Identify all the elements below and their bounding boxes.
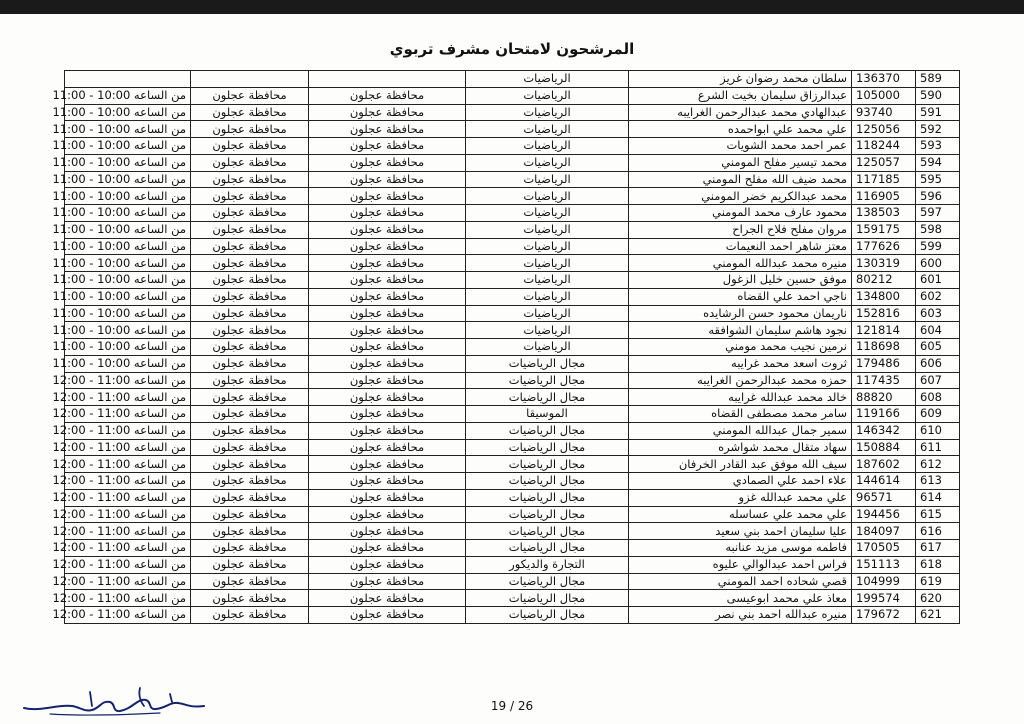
row-number: 619 (916, 573, 960, 590)
row-number: 603 (916, 305, 960, 322)
exam-time-cell: من الساعه 10:00 - 11:00 (65, 288, 191, 305)
candidate-id: 134800 (852, 288, 916, 305)
candidate-id: 194456 (852, 506, 916, 523)
candidate-name: مروان مفلح فلاح الجراح (629, 221, 852, 238)
row-number: 601 (916, 272, 960, 289)
candidate-name: عبدالهادي محمد عبدالرحمن الغرايبه (629, 104, 852, 121)
table-row (65, 255, 960, 272)
exam-time-cell: من الساعه 10:00 - 11:00 (65, 322, 191, 339)
exam-time-cell: من الساعه 11:00 - 12:00 (65, 573, 191, 590)
candidate-name: معاذ علي محمد ابوعيسى (629, 590, 852, 607)
row-number: 610 (916, 422, 960, 439)
candidate-name: حمزه محمد عبدالرحمن الغرايبه (629, 372, 852, 389)
subject-cell: مجال الرياضيات (466, 540, 629, 557)
subject-cell: مجال الرياضيات (466, 389, 629, 406)
exam-time-cell: من الساعه 11:00 - 12:00 (65, 489, 191, 506)
candidate-name: معتز شاهر احمد النعيمات (629, 238, 852, 255)
governorate-cell (191, 71, 309, 88)
subject-cell: مجال الرياضيات (466, 456, 629, 473)
candidate-name: علاء احمد علي الصمادي (629, 473, 852, 490)
subject-cell: مجال الرياضيات (466, 355, 629, 372)
table-row (65, 238, 960, 255)
exam-center-cell: محافظة عجلون (309, 121, 466, 138)
table-row (65, 322, 960, 339)
candidate-name: سيف الله موفق عبد القادر الخرفان (629, 456, 852, 473)
exam-time-cell: من الساعه 10:00 - 11:00 (65, 355, 191, 372)
row-number: 591 (916, 104, 960, 121)
candidate-id: 117435 (852, 372, 916, 389)
row-number: 605 (916, 339, 960, 356)
exam-center-cell: محافظة عجلون (309, 489, 466, 506)
exam-time-cell: من الساعه 10:00 - 11:00 (65, 205, 191, 222)
row-number: 611 (916, 439, 960, 456)
candidate-name: ناجي احمد علي القضاه (629, 288, 852, 305)
governorate-cell: محافظة عجلون (191, 138, 309, 155)
row-number: 597 (916, 205, 960, 222)
candidate-id: 150884 (852, 439, 916, 456)
table-row (65, 154, 960, 171)
candidate-name: فراس احمد عبدالوالي عليوه (629, 556, 852, 573)
governorate-cell: محافظة عجلون (191, 188, 309, 205)
subject-cell: التجارة والديكور (466, 556, 629, 573)
governorate-cell: محافظة عجلون (191, 489, 309, 506)
governorate-cell: محافظة عجلون (191, 506, 309, 523)
candidate-name: عليا سليمان احمد بني سعيد (629, 523, 852, 540)
subject-cell: مجال الرياضيات (466, 422, 629, 439)
exam-center-cell: محافظة عجلون (309, 138, 466, 155)
table-row (65, 138, 960, 155)
table-row (65, 439, 960, 456)
exam-time-cell: من الساعه 10:00 - 11:00 (65, 104, 191, 121)
exam-time-cell: من الساعه 11:00 - 12:00 (65, 473, 191, 490)
candidates-table-body (52, 71, 960, 624)
governorate-cell: محافظة عجلون (191, 523, 309, 540)
exam-center-cell: محافظة عجلون (309, 104, 466, 121)
subject-cell: الرياضيات (466, 87, 629, 104)
candidate-id: 125057 (852, 154, 916, 171)
subject-cell: الرياضيات (466, 322, 629, 339)
governorate-cell: محافظة عجلون (191, 540, 309, 557)
exam-time-cell: من الساعه 11:00 - 12:00 (65, 406, 191, 423)
table-row (65, 506, 960, 523)
candidate-id: 170505 (852, 540, 916, 557)
governorate-cell: محافظة عجلون (191, 221, 309, 238)
exam-center-cell: محافظة عجلون (309, 154, 466, 171)
exam-time-cell: من الساعه 10:00 - 11:00 (65, 238, 191, 255)
row-number: 607 (916, 372, 960, 389)
candidate-name: علي محمد علي عساسله (629, 506, 852, 523)
exam-time-cell: من الساعه 11:00 - 12:00 (65, 506, 191, 523)
table-row (65, 389, 960, 406)
table-row (65, 523, 960, 540)
table-row (65, 87, 960, 104)
governorate-cell: محافظة عجلون (191, 590, 309, 607)
candidate-id: 179486 (852, 355, 916, 372)
exam-center-cell: محافظة عجلون (309, 573, 466, 590)
candidate-name: سلطان محمد رضوان غريز (629, 71, 852, 88)
subject-cell: مجال الرياضيات (466, 590, 629, 607)
governorate-cell: محافظة عجلون (191, 238, 309, 255)
exam-center-cell: محافظة عجلون (309, 607, 466, 624)
governorate-cell: محافظة عجلون (191, 556, 309, 573)
governorate-cell: محافظة عجلون (191, 104, 309, 121)
subject-cell: الرياضيات (466, 104, 629, 121)
row-number: 615 (916, 506, 960, 523)
candidate-name: علي محمد علي ابواحمده (629, 121, 852, 138)
row-number: 614 (916, 489, 960, 506)
exam-center-cell: محافظة عجلون (309, 556, 466, 573)
exam-center-cell: محافظة عجلون (309, 523, 466, 540)
scan-top-edge (0, 0, 1024, 14)
governorate-cell: محافظة عجلون (191, 473, 309, 490)
exam-time-cell: من الساعه 11:00 - 12:00 (65, 422, 191, 439)
subject-cell: الرياضيات (466, 272, 629, 289)
exam-center-cell (309, 71, 466, 88)
exam-center-cell: محافظة عجلون (309, 372, 466, 389)
candidate-name: سهاد متقال محمد شواشره (629, 439, 852, 456)
governorate-cell: محافظة عجلون (191, 406, 309, 423)
row-number: 616 (916, 523, 960, 540)
exam-time-cell: من الساعه 10:00 - 11:00 (65, 255, 191, 272)
subject-cell: الرياضيات (466, 188, 629, 205)
governorate-cell: محافظة عجلون (191, 272, 309, 289)
exam-center-cell: محافظة عجلون (309, 255, 466, 272)
table-row (65, 489, 960, 506)
table-row (65, 607, 960, 624)
candidate-name: علي محمد عبدالله غزو (629, 489, 852, 506)
subject-cell: الرياضيات (466, 339, 629, 356)
row-number: 620 (916, 590, 960, 607)
row-number: 590 (916, 87, 960, 104)
subject-cell: الرياضيات (466, 71, 629, 88)
candidate-name: محمد ضيف الله مفلح المومني (629, 171, 852, 188)
table-row (65, 473, 960, 490)
table-row (65, 456, 960, 473)
candidate-id: 118244 (852, 138, 916, 155)
candidate-id: 117185 (852, 171, 916, 188)
candidate-name: ناريمان محمود حسن الرشايده (629, 305, 852, 322)
exam-center-cell: محافظة عجلون (309, 288, 466, 305)
candidate-id: 184097 (852, 523, 916, 540)
candidate-name: عمر احمد محمد الشويات (629, 138, 852, 155)
exam-center-cell: محافظة عجلون (309, 188, 466, 205)
row-number: 596 (916, 188, 960, 205)
subject-cell: الرياضيات (466, 171, 629, 188)
exam-time-cell: من الساعه 10:00 - 11:00 (65, 272, 191, 289)
candidate-name: نجود هاشم سليمان الشوافقه (629, 322, 852, 339)
subject-cell: الرياضيات (466, 238, 629, 255)
row-number: 600 (916, 255, 960, 272)
governorate-cell: محافظة عجلون (191, 573, 309, 590)
table-row (65, 71, 960, 88)
table-row (65, 339, 960, 356)
governorate-cell: محافظة عجلون (191, 305, 309, 322)
row-number: 594 (916, 154, 960, 171)
row-number: 589 (916, 71, 960, 88)
candidate-name: سمير جمال عبدالله المومني (629, 422, 852, 439)
exam-center-cell: محافظة عجلون (309, 439, 466, 456)
candidate-name: محمد تيسير مفلح المومني (629, 154, 852, 171)
governorate-cell: محافظة عجلون (191, 154, 309, 171)
governorate-cell: محافظة عجلون (191, 439, 309, 456)
row-number: 593 (916, 138, 960, 155)
candidate-id: 138503 (852, 205, 916, 222)
exam-time-cell: من الساعه 10:00 - 11:00 (65, 171, 191, 188)
exam-time-cell: من الساعه 11:00 - 12:00 (65, 523, 191, 540)
exam-center-cell: محافظة عجلون (309, 221, 466, 238)
candidate-id: 96571 (852, 489, 916, 506)
candidate-name: قصي شحاده احمد المومني (629, 573, 852, 590)
subject-cell: مجال الرياضيات (466, 372, 629, 389)
row-number: 599 (916, 238, 960, 255)
candidate-id: 121814 (852, 322, 916, 339)
exam-center-cell: محافظة عجلون (309, 590, 466, 607)
exam-center-cell: محافظة عجلون (309, 355, 466, 372)
governorate-cell: محافظة عجلون (191, 339, 309, 356)
table-row (65, 540, 960, 557)
table-row (65, 305, 960, 322)
row-number: 618 (916, 556, 960, 573)
subject-cell: مجال الرياضيات (466, 607, 629, 624)
table-row (65, 422, 960, 439)
candidate-id: 199574 (852, 590, 916, 607)
exam-center-cell: محافظة عجلون (309, 305, 466, 322)
governorate-cell: محافظة عجلون (191, 422, 309, 439)
candidate-id: 125056 (852, 121, 916, 138)
row-number: 606 (916, 355, 960, 372)
candidate-id: 130319 (852, 255, 916, 272)
exam-center-cell: محافظة عجلون (309, 238, 466, 255)
row-number: 612 (916, 456, 960, 473)
exam-time-cell: من الساعه 11:00 - 12:00 (65, 389, 191, 406)
exam-time-cell: من الساعه 10:00 - 11:00 (65, 121, 191, 138)
exam-time-cell: من الساعه 10:00 - 11:00 (65, 305, 191, 322)
candidates-table (52, 70, 960, 624)
exam-time-cell: من الساعه 11:00 - 12:00 (65, 607, 191, 624)
governorate-cell: محافظة عجلون (191, 607, 309, 624)
candidate-name: منيره عبدالله احمد بني نصر (629, 607, 852, 624)
candidate-name: ثروت اسعد محمد غرايبه (629, 355, 852, 372)
governorate-cell: محافظة عجلون (191, 322, 309, 339)
subject-cell: مجال الرياضيات (466, 523, 629, 540)
candidate-id: 187602 (852, 456, 916, 473)
candidate-name: موفق حسين خليل الزغول (629, 272, 852, 289)
row-number: 608 (916, 389, 960, 406)
subject-cell: الرياضيات (466, 121, 629, 138)
table-row (65, 590, 960, 607)
candidate-id: 104999 (852, 573, 916, 590)
governorate-cell: محافظة عجلون (191, 456, 309, 473)
table-row (65, 288, 960, 305)
candidate-id: 146342 (852, 422, 916, 439)
exam-center-cell: محافظة عجلون (309, 389, 466, 406)
governorate-cell: محافظة عجلون (191, 288, 309, 305)
candidate-id: 116905 (852, 188, 916, 205)
subject-cell: الرياضيات (466, 288, 629, 305)
row-number: 602 (916, 288, 960, 305)
table-row (65, 556, 960, 573)
subject-cell: الرياضيات (466, 154, 629, 171)
table-row (65, 205, 960, 222)
exam-time-cell: من الساعه 11:00 - 12:00 (65, 372, 191, 389)
candidate-name: محمد عبدالكريم خضر المومني (629, 188, 852, 205)
subject-cell: الرياضيات (466, 205, 629, 222)
governorate-cell: محافظة عجلون (191, 355, 309, 372)
exam-center-cell: محافظة عجلون (309, 422, 466, 439)
table-row (65, 121, 960, 138)
exam-center-cell: محافظة عجلون (309, 456, 466, 473)
row-number: 621 (916, 607, 960, 624)
table-row (65, 272, 960, 289)
page-title: المرشحون لامتحان مشرف تربوي (389, 40, 635, 58)
exam-center-cell: محافظة عجلون (309, 205, 466, 222)
candidate-name: عبدالرزاق سليمان بخيت الشرع (629, 87, 852, 104)
candidate-id: 119166 (852, 406, 916, 423)
row-number: 592 (916, 121, 960, 138)
exam-time-cell: من الساعه 11:00 - 12:00 (65, 540, 191, 557)
subject-cell: الرياضيات (466, 138, 629, 155)
exam-time-cell: من الساعه 10:00 - 11:00 (65, 87, 191, 104)
exam-time-cell: من الساعه 10:00 - 11:00 (65, 138, 191, 155)
exam-center-cell: محافظة عجلون (309, 171, 466, 188)
table-row (65, 406, 960, 423)
candidate-id: 159175 (852, 221, 916, 238)
row-number: 617 (916, 540, 960, 557)
candidate-id: 144614 (852, 473, 916, 490)
row-number: 598 (916, 221, 960, 238)
table-row (65, 372, 960, 389)
exam-center-cell: محافظة عجلون (309, 506, 466, 523)
candidate-name: نرمين نجيب محمد مومني (629, 339, 852, 356)
candidate-id: 152816 (852, 305, 916, 322)
governorate-cell: محافظة عجلون (191, 372, 309, 389)
candidate-name: منيره محمد عبدالله المومني (629, 255, 852, 272)
governorate-cell: محافظة عجلون (191, 255, 309, 272)
row-number: 609 (916, 406, 960, 423)
candidate-id: 93740 (852, 104, 916, 121)
exam-center-cell: محافظة عجلون (309, 272, 466, 289)
row-number: 613 (916, 473, 960, 490)
table-row (65, 355, 960, 372)
exam-time-cell: من الساعه 10:00 - 11:00 (65, 188, 191, 205)
candidate-id: 88820 (852, 389, 916, 406)
exam-center-cell: محافظة عجلون (309, 540, 466, 557)
exam-center-cell: محافظة عجلون (309, 473, 466, 490)
subject-cell: الموسيقا (466, 406, 629, 423)
exam-center-cell: محافظة عجلون (309, 339, 466, 356)
subject-cell: الرياضيات (466, 305, 629, 322)
candidate-id: 136370 (852, 71, 916, 88)
candidate-id: 105000 (852, 87, 916, 104)
exam-center-cell: محافظة عجلون (309, 322, 466, 339)
row-number: 595 (916, 171, 960, 188)
governorate-cell: محافظة عجلون (191, 171, 309, 188)
governorate-cell: محافظة عجلون (191, 87, 309, 104)
governorate-cell: محافظة عجلون (191, 205, 309, 222)
candidate-name: خالد محمد عبدالله غرايبه (629, 389, 852, 406)
subject-cell: مجال الرياضيات (466, 473, 629, 490)
exam-center-cell: محافظة عجلون (309, 87, 466, 104)
candidate-name: فاطمه موسى مزيد عنانبه (629, 540, 852, 557)
subject-cell: مجال الرياضيات (466, 573, 629, 590)
candidate-id: 177626 (852, 238, 916, 255)
candidate-name: سامر محمد مصطفى القضاه (629, 406, 852, 423)
exam-time-cell: من الساعه 10:00 - 11:00 (65, 154, 191, 171)
candidate-id: 179672 (852, 607, 916, 624)
candidate-name: محمود عارف محمد المومني (629, 205, 852, 222)
table-row (65, 188, 960, 205)
row-number: 604 (916, 322, 960, 339)
exam-center-cell: محافظة عجلون (309, 406, 466, 423)
subject-cell: مجال الرياضيات (466, 439, 629, 456)
exam-time-cell: من الساعه 11:00 - 12:00 (65, 590, 191, 607)
candidate-id: 80212 (852, 272, 916, 289)
candidate-id: 151113 (852, 556, 916, 573)
subject-cell: مجال الرياضيات (466, 489, 629, 506)
exam-time-cell: من الساعه 10:00 - 11:00 (65, 339, 191, 356)
candidate-id: 118698 (852, 339, 916, 356)
table-row (65, 171, 960, 188)
subject-cell: الرياضيات (466, 255, 629, 272)
subject-cell: مجال الرياضيات (466, 506, 629, 523)
table-row (65, 573, 960, 590)
page-number: 19 / 26 (490, 699, 534, 713)
table-row (65, 104, 960, 121)
exam-time-cell: من الساعه 11:00 - 12:00 (65, 439, 191, 456)
table-row (65, 221, 960, 238)
governorate-cell: محافظة عجلون (191, 121, 309, 138)
governorate-cell: محافظة عجلون (191, 389, 309, 406)
exam-time-cell: من الساعه 11:00 - 12:00 (65, 456, 191, 473)
exam-time-cell: من الساعه 10:00 - 11:00 (65, 221, 191, 238)
subject-cell: الرياضيات (466, 221, 629, 238)
exam-time-cell (65, 71, 191, 88)
exam-time-cell: من الساعه 11:00 - 12:00 (65, 556, 191, 573)
